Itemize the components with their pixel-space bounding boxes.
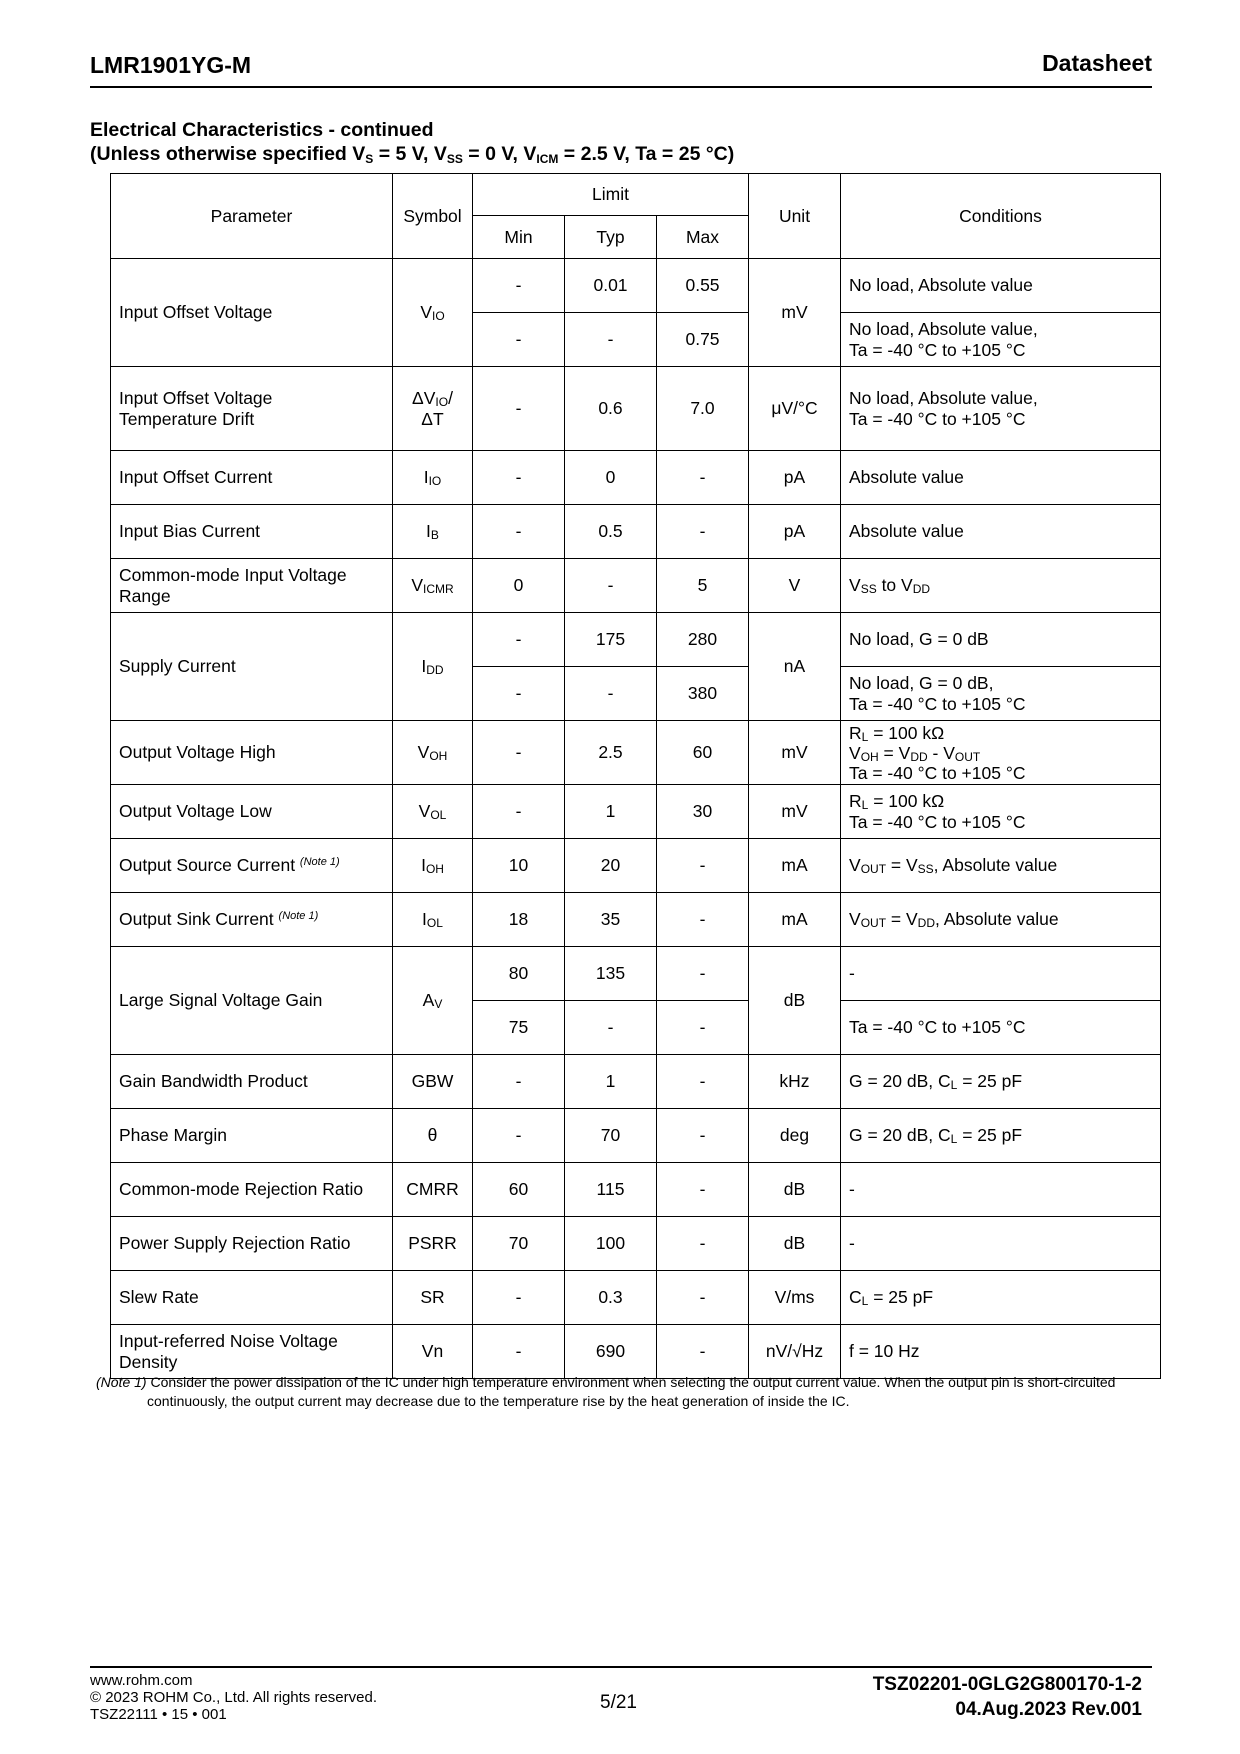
condition-cell: $V_{OUT} = V_{SS}$, Absolute value [841, 839, 1161, 893]
header-conditions: Conditions [841, 174, 1161, 259]
typ-cell: 2.5 [565, 721, 657, 785]
unit-cell: dB [749, 1163, 841, 1217]
param-cell: Output Sink Current $^{(Note 1)}$ [111, 893, 393, 947]
unit-cell: mA [749, 893, 841, 947]
symbol-cell: $\Delta V_{IO}/\Delta T$ [393, 367, 473, 451]
unit-cell: kHz [749, 1055, 841, 1109]
typ-cell: 175 [565, 613, 657, 667]
condition-cell: $C_L = 25$ pF [841, 1271, 1161, 1325]
min-cell: 10 [473, 839, 565, 893]
condition-cell: No load, G = 0 dB [841, 613, 1161, 667]
param-cell: Slew Rate [111, 1271, 393, 1325]
param-cell: Common-mode Rejection Ratio [111, 1163, 393, 1217]
param-cell: Power Supply Rejection Ratio [111, 1217, 393, 1271]
param-cell: Input Bias Current [111, 505, 393, 559]
unit-cell: deg [749, 1109, 841, 1163]
max-cell: 380 [657, 667, 749, 721]
min-cell: - [473, 367, 565, 451]
unit-cell: V/ms [749, 1271, 841, 1325]
param-cell: Input Offset Current [111, 451, 393, 505]
min-cell: - [473, 1271, 565, 1325]
header-max: Max [657, 216, 749, 259]
max-cell: 7.0 [657, 367, 749, 451]
revision: 04.Aug.2023 Rev.001 [955, 1699, 1142, 1720]
table-row [111, 559, 1161, 613]
unit-cell: μV/°C [749, 367, 841, 451]
max-cell: 0.75 [657, 313, 749, 367]
table-row [111, 947, 1161, 1001]
table-row [111, 1271, 1161, 1325]
max-cell: - [657, 505, 749, 559]
symbol-cell: PSRR [393, 1217, 473, 1271]
footnote-tag: (Note 1) [96, 1374, 147, 1390]
param-cell: Common-mode Input Voltage Range [111, 559, 393, 613]
typ-cell: 1 [565, 1055, 657, 1109]
min-cell: 18 [473, 893, 565, 947]
symbol-cell: $V_{ICMR}$ [393, 559, 473, 613]
max-cell: 280 [657, 613, 749, 667]
condition-cell: $R_L = 100$ kΩ $V_{OH} = V_{DD} - V_{OUT}$ Ta = -40 °C to +105 °C [841, 721, 1161, 785]
min-cell: - [473, 259, 565, 313]
condition-cell: Absolute value [841, 505, 1161, 559]
condition-cell: - [841, 1163, 1161, 1217]
typ-cell: - [565, 313, 657, 367]
max-cell: - [657, 451, 749, 505]
max-cell: - [657, 1217, 749, 1271]
condition-cell: Ta = -40 °C to +105 °C [841, 1001, 1161, 1055]
table-row [111, 839, 1161, 893]
doc-number: TSZ02201-0GLG2G800170-1-2 [872, 1674, 1142, 1695]
header-parameter: Parameter [111, 174, 393, 259]
min-cell: 80 [473, 947, 565, 1001]
param-cell: Output Voltage High [111, 721, 393, 785]
symbol-cell: $I_{DD}$ [393, 613, 473, 721]
max-cell: - [657, 839, 749, 893]
typ-cell: 20 [565, 839, 657, 893]
section-conditions: (Unless otherwise specified $V_S = 5$ V, $V_{SS} = 0$ V, $V_{ICM} = 2.5$ V, Ta = 25 °C) [90, 143, 735, 166]
symbol-cell: Vn [393, 1325, 473, 1379]
electrical-characteristics-table [110, 173, 1161, 1379]
param-cell: Phase Margin [111, 1109, 393, 1163]
symbol-cell: $I_{OH}$ [393, 839, 473, 893]
footnote-line1: Consider the power dissipation of the IC under high temperature environment when selecting the output current value. When the output pin is short-circuited [146, 1374, 1116, 1390]
min-cell: - [473, 1325, 565, 1379]
symbol-cell: SR [393, 1271, 473, 1325]
symbol-cell: CMRR [393, 1163, 473, 1217]
unit-cell: mV [749, 721, 841, 785]
max-cell: - [657, 1325, 749, 1379]
table-row [111, 1109, 1161, 1163]
min-cell: - [473, 505, 565, 559]
unit-cell: pA [749, 451, 841, 505]
table-row [111, 505, 1161, 559]
min-cell: 75 [473, 1001, 565, 1055]
table-row [111, 1163, 1161, 1217]
unit-cell: nV/√Hz [749, 1325, 841, 1379]
unit-cell: mV [749, 785, 841, 839]
min-cell: - [473, 451, 565, 505]
param-cell: Input-referred Noise Voltage Density [111, 1325, 393, 1379]
typ-cell: - [565, 559, 657, 613]
table-row [111, 721, 1161, 785]
header-typ: Typ [565, 216, 657, 259]
param-cell: Gain Bandwidth Product [111, 1055, 393, 1109]
table-row [111, 1217, 1161, 1271]
min-cell: 70 [473, 1217, 565, 1271]
min-cell: 60 [473, 1163, 565, 1217]
condition-cell: - [841, 1217, 1161, 1271]
table-row [111, 1325, 1161, 1379]
condition-cell: $V_{OUT} = V_{DD}$, Absolute value [841, 893, 1161, 947]
max-cell: - [657, 1109, 749, 1163]
max-cell: - [657, 1163, 749, 1217]
unit-cell: pA [749, 505, 841, 559]
document-title: LMR1901YG-M [90, 52, 252, 78]
param-cell: Input Offset Voltage Temperature Drift [111, 367, 393, 451]
symbol-cell: θ [393, 1109, 473, 1163]
table-row [111, 451, 1161, 505]
table-header-row [111, 174, 1161, 216]
typ-cell: - [565, 1001, 657, 1055]
footnote [96, 1373, 1160, 1411]
footer-copyright: © 2023 ROHM Co., Ltd. All rights reserved. [90, 1689, 377, 1706]
condition-cell: No load, Absolute value, Ta = -40 °C to +105 °C [841, 367, 1161, 451]
condition-cell: - [841, 947, 1161, 1001]
condition-cell: No load, Absolute value [841, 259, 1161, 313]
symbol-cell: $V_{OH}$ [393, 721, 473, 785]
min-cell: - [473, 667, 565, 721]
page-number: 5/21 [600, 1692, 637, 1713]
page-header [90, 48, 1152, 88]
symbol-cell: $I_{IO}$ [393, 451, 473, 505]
symbol-cell: $V_{OL}$ [393, 785, 473, 839]
table-row [111, 259, 1161, 313]
symbol-cell: $I_{OL}$ [393, 893, 473, 947]
max-cell: 0.55 [657, 259, 749, 313]
typ-cell: - [565, 667, 657, 721]
section-title: Electrical Characteristics - continued [90, 119, 434, 141]
min-cell: 0 [473, 559, 565, 613]
unit-cell: dB [749, 947, 841, 1055]
symbol-cell: $V_{IO}$ [393, 259, 473, 367]
param-cell: Large Signal Voltage Gain [111, 947, 393, 1055]
unit-cell: mA [749, 839, 841, 893]
typ-cell: 0.6 [565, 367, 657, 451]
section-heading [90, 118, 734, 166]
page-footer [90, 1666, 1152, 1728]
unit-cell: nA [749, 613, 841, 721]
condition-cell: No load, G = 0 dB, Ta = -40 °C to +105 °C [841, 667, 1161, 721]
footnote-line2: continuously, the output current may decrease due to the temperature rise by the heat generation of inside the IC. [147, 1393, 850, 1409]
typ-cell: 0.3 [565, 1271, 657, 1325]
max-cell: - [657, 893, 749, 947]
condition-cell: No load, Absolute value, Ta = -40 °C to +105 °C [841, 313, 1161, 367]
min-cell: - [473, 721, 565, 785]
typ-cell: 1 [565, 785, 657, 839]
max-cell: 5 [657, 559, 749, 613]
condition-cell: G = 20 dB, $C_L = 25$ pF [841, 1055, 1161, 1109]
param-cell: Output Source Current $^{(Note 1)}$ [111, 839, 393, 893]
max-cell: - [657, 1055, 749, 1109]
max-cell: - [657, 1001, 749, 1055]
typ-cell: 100 [565, 1217, 657, 1271]
table-row [111, 893, 1161, 947]
header-symbol: Symbol [393, 174, 473, 259]
max-cell: - [657, 947, 749, 1001]
header-unit: Unit [749, 174, 841, 259]
unit-cell: mV [749, 259, 841, 367]
header-min: Min [473, 216, 565, 259]
condition-cell: $V_{SS}$ to $V_{DD}$ [841, 559, 1161, 613]
unit-cell: V [749, 559, 841, 613]
table-row [111, 367, 1161, 451]
condition-cell: G = 20 dB, $C_L = 25$ pF [841, 1109, 1161, 1163]
typ-cell: 0.01 [565, 259, 657, 313]
unit-cell: dB [749, 1217, 841, 1271]
min-cell: - [473, 613, 565, 667]
typ-cell: 70 [565, 1109, 657, 1163]
footer-form-code: TSZ22111 • 15 • 001 [90, 1706, 227, 1723]
footer-left [90, 1672, 377, 1723]
table-row [111, 785, 1161, 839]
max-cell: 30 [657, 785, 749, 839]
min-cell: - [473, 313, 565, 367]
param-cell: Supply Current [111, 613, 393, 721]
max-cell: 60 [657, 721, 749, 785]
table-row [111, 1055, 1161, 1109]
symbol-cell: $I_B$ [393, 505, 473, 559]
document-type: Datasheet [1042, 50, 1152, 76]
header-limit: Limit [473, 174, 749, 216]
table-row [111, 613, 1161, 667]
symbol-cell: $A_V$ [393, 947, 473, 1055]
param-cell: Input Offset Voltage [111, 259, 393, 367]
min-cell: - [473, 1055, 565, 1109]
typ-cell: 35 [565, 893, 657, 947]
param-cell: Output Voltage Low [111, 785, 393, 839]
condition-cell: f = 10 Hz [841, 1325, 1161, 1379]
max-cell: - [657, 1271, 749, 1325]
min-cell: - [473, 785, 565, 839]
footer-right [873, 1672, 1142, 1722]
condition-cell: Absolute value [841, 451, 1161, 505]
typ-cell: 115 [565, 1163, 657, 1217]
typ-cell: 0 [565, 451, 657, 505]
condition-cell: $R_L = 100$ kΩ Ta = -40 °C to +105 °C [841, 785, 1161, 839]
typ-cell: 690 [565, 1325, 657, 1379]
min-cell: - [473, 1109, 565, 1163]
footer-website-link[interactable]: www.rohm.com [90, 1672, 193, 1689]
typ-cell: 0.5 [565, 505, 657, 559]
symbol-cell: GBW [393, 1055, 473, 1109]
typ-cell: 135 [565, 947, 657, 1001]
